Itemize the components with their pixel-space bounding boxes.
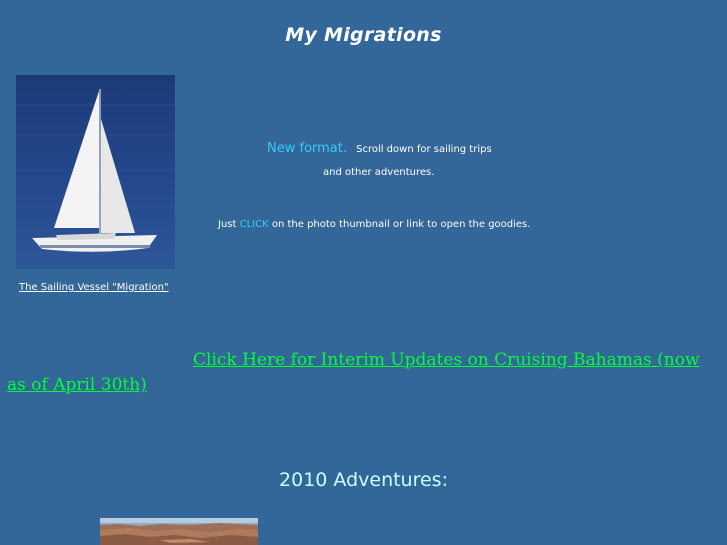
click-word: CLICK <box>239 219 269 230</box>
just-text: Just <box>218 219 237 230</box>
page-title: My Migrations <box>285 24 442 46</box>
new-format-text: New format. <box>267 141 347 156</box>
intro-line-1 <box>267 137 492 156</box>
sailboat-photo-icon <box>16 75 175 269</box>
interim-updates-link[interactable]: Click Here for Interim Updates on Cruising Bahamas (now as of April 30th) <box>7 350 700 395</box>
sailboat-photo-link[interactable] <box>16 75 175 269</box>
scroll-text: Scroll down for sailing trips <box>356 144 492 155</box>
intro-line-2: and other adventures. <box>323 167 435 178</box>
adventures-heading: 2010 Adventures: <box>279 469 448 491</box>
sailboat-caption-link[interactable]: The Sailing Vessel "Migration" <box>19 282 169 293</box>
intro-line-3 <box>218 219 530 230</box>
grand-canyon-thumbnail-link[interactable] <box>100 518 258 545</box>
grand-canyon-photo-icon <box>100 518 258 545</box>
click-rest-text: on the photo thumbnail or link to open the goodies. <box>271 219 531 230</box>
